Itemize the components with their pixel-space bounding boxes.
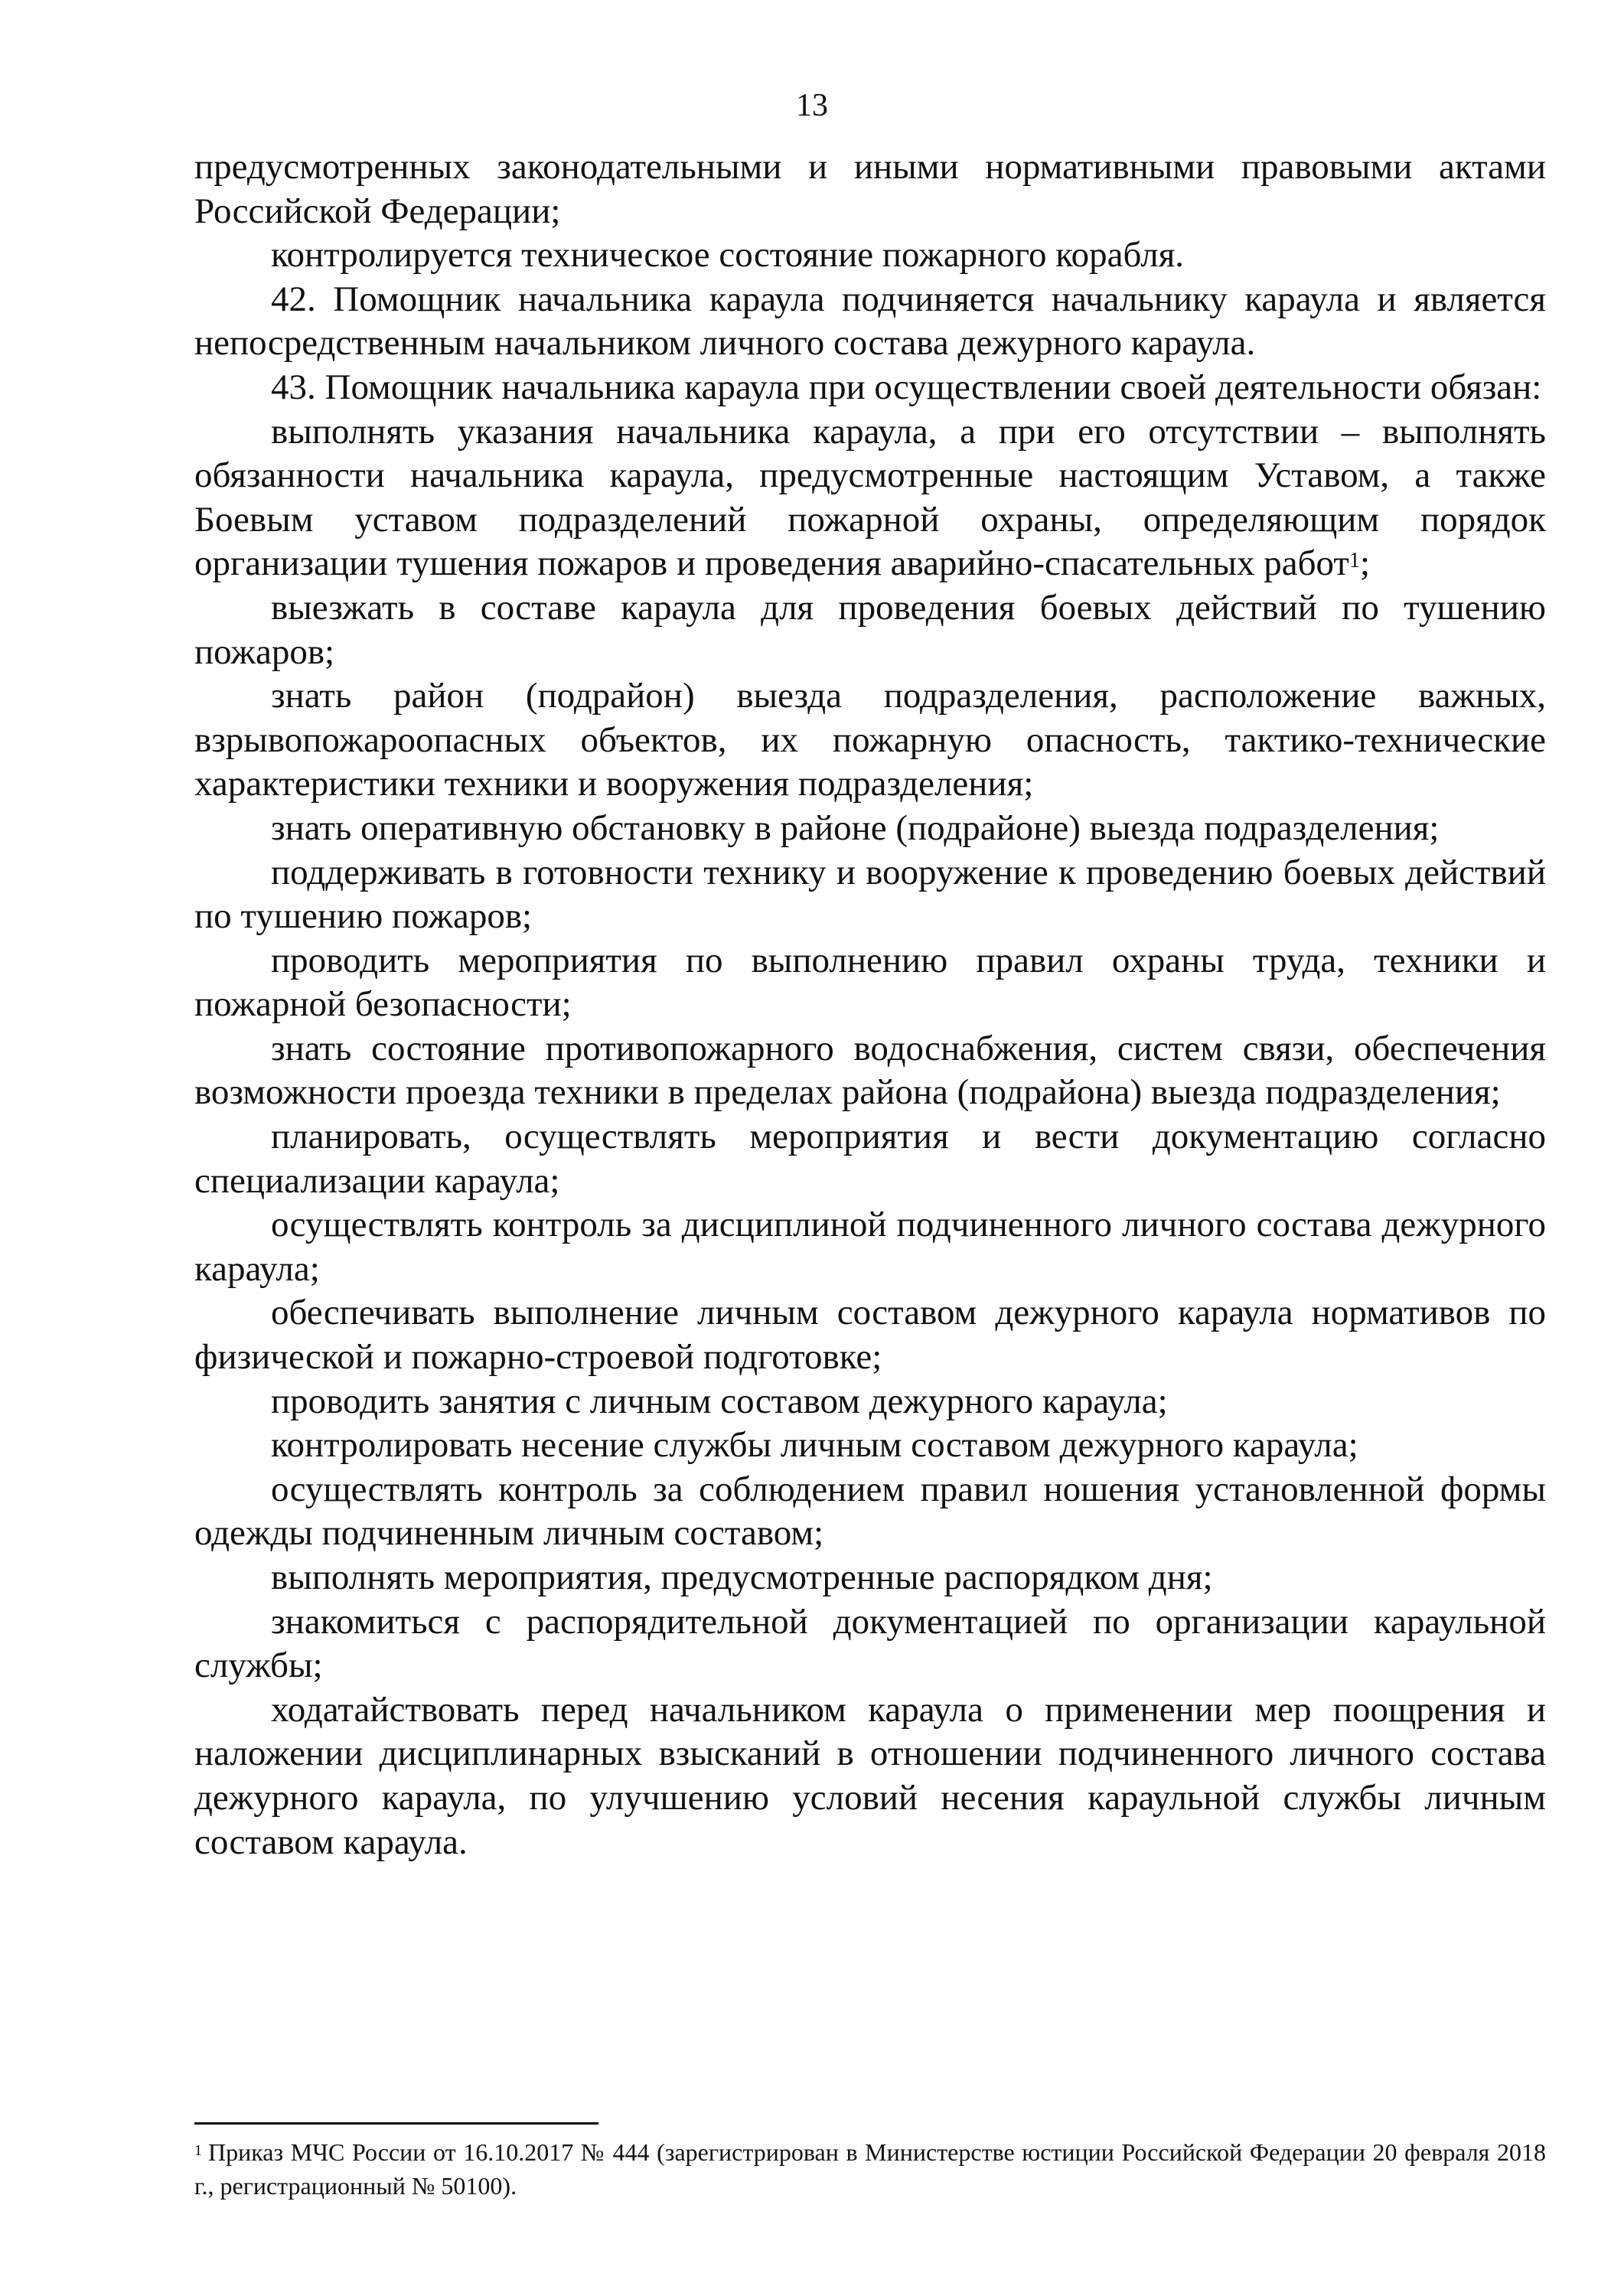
paragraph	[194, 1291, 1546, 1379]
page-number: 13	[796, 88, 828, 123]
paragraph-text: предусмотренных законодательными и иными нормативными правовыми актами Российской Федерации;	[194, 147, 1546, 231]
paragraph	[194, 1468, 1546, 1556]
footnote-separator	[194, 2122, 598, 2125]
paragraph	[194, 1027, 1546, 1115]
paragraph-text: знакомиться с распорядительной документацией по организации караульной службы;	[194, 1601, 1546, 1686]
footnote-reference: 1	[1348, 549, 1360, 573]
paragraph-text: планировать, осуществлять мероприятия и вести документацию согласно специализации караула;	[194, 1117, 1546, 1201]
paragraph	[194, 1203, 1546, 1291]
paragraph-text: знать оперативную обстановку в районе (подрайоне) выезда подразделения;	[271, 807, 1440, 848]
footnote	[194, 2135, 1546, 2203]
paragraph	[194, 233, 1546, 278]
paragraph	[194, 1556, 1546, 1600]
paragraph	[194, 145, 1546, 233]
paragraph	[194, 1115, 1546, 1203]
paragraph-text: ходатайствовать перед начальником караула о применении мер поощрения и наложении дисциплинарных взысканий в отношении подчиненного личного состава дежурного караула, по улучшению условий несения караульной службы личным составом караула.	[194, 1689, 1546, 1862]
paragraph	[194, 278, 1546, 366]
paragraph-tail: ;	[1359, 543, 1371, 584]
footnote-text: Приказ МЧС России от 16.10.2017 № 444 (зарегистрирован в Министерстве юстиции Российской Федерации 20 февраля 2018 г., регистрационный № 50100).	[194, 2138, 1546, 2200]
paragraph	[194, 674, 1546, 807]
paragraph-text: 43. Помощник начальника караула при осуществлении своей деятельности обязан:	[271, 367, 1542, 407]
paragraph	[194, 939, 1546, 1027]
paragraph-text: выполнять указания начальника караула, а при его отсутствии – выполнять обязанности начальника караула, предусмотренные настоящим Уставом, а также Боевым уставом подразделений пожарной охраны, определяющим порядок организации тушения пожаров и проведения аварийно-спасательных работ	[194, 411, 1546, 584]
paragraph	[194, 410, 1546, 586]
paragraph-text: осуществлять контроль за дисциплиной подчиненного личного состава дежурного караула;	[194, 1205, 1546, 1289]
paragraph-text: проводить занятия с личным составом дежурного караула;	[271, 1381, 1168, 1421]
paragraph	[194, 807, 1546, 851]
paragraph	[194, 1600, 1546, 1688]
paragraph-text: осуществлять контроль за соблюдением правил ношения установленной формы одежды подчиненным личным составом;	[194, 1469, 1546, 1554]
paragraph	[194, 1424, 1546, 1468]
paragraph-text: поддерживать в готовности технику и вооружение к проведению боевых действий по тушению пожаров;	[194, 852, 1546, 937]
paragraph-text: выезжать в составе караула для проведения боевых действий по тушению пожаров;	[194, 587, 1546, 672]
paragraph-text: знать район (подрайон) выезда подразделения, расположение важных, взрывопожароопасных объектов, их пожарную опасность, тактико-технические характеристики техники и вооружения подразделения;	[194, 676, 1546, 804]
paragraph-text: проводить мероприятия по выполнению правил охраны труда, техники и пожарной безопасности;	[194, 940, 1546, 1025]
paragraph-text: 42. Помощник начальника караула подчиняется начальнику караула и является непосредственным начальником личного состава дежурного караула.	[194, 279, 1546, 364]
paragraph	[194, 1688, 1546, 1864]
paragraph-text: контролируется техническое состояние пожарного корабля.	[271, 235, 1185, 276]
paragraph	[194, 1380, 1546, 1424]
paragraph-text: знать состояние противопожарного водоснабжения, систем связи, обеспечения возможности проезда техники в пределах района (подрайона) выезда подразделения;	[194, 1028, 1546, 1113]
paragraph	[194, 586, 1546, 674]
paragraph	[194, 851, 1546, 939]
paragraph-text: контролировать несение службы личным составом дежурного караула;	[271, 1425, 1358, 1466]
paragraph	[194, 366, 1546, 410]
footnote-mark: 1	[194, 2142, 202, 2159]
body-text	[194, 145, 1546, 1864]
paragraph-text: обеспечивать выполнение личным составом дежурного караула нормативов по физической и пожарно-строевой подготовке;	[194, 1293, 1546, 1378]
paragraph-text: выполнять мероприятия, предусмотренные распорядком дня;	[271, 1557, 1213, 1597]
